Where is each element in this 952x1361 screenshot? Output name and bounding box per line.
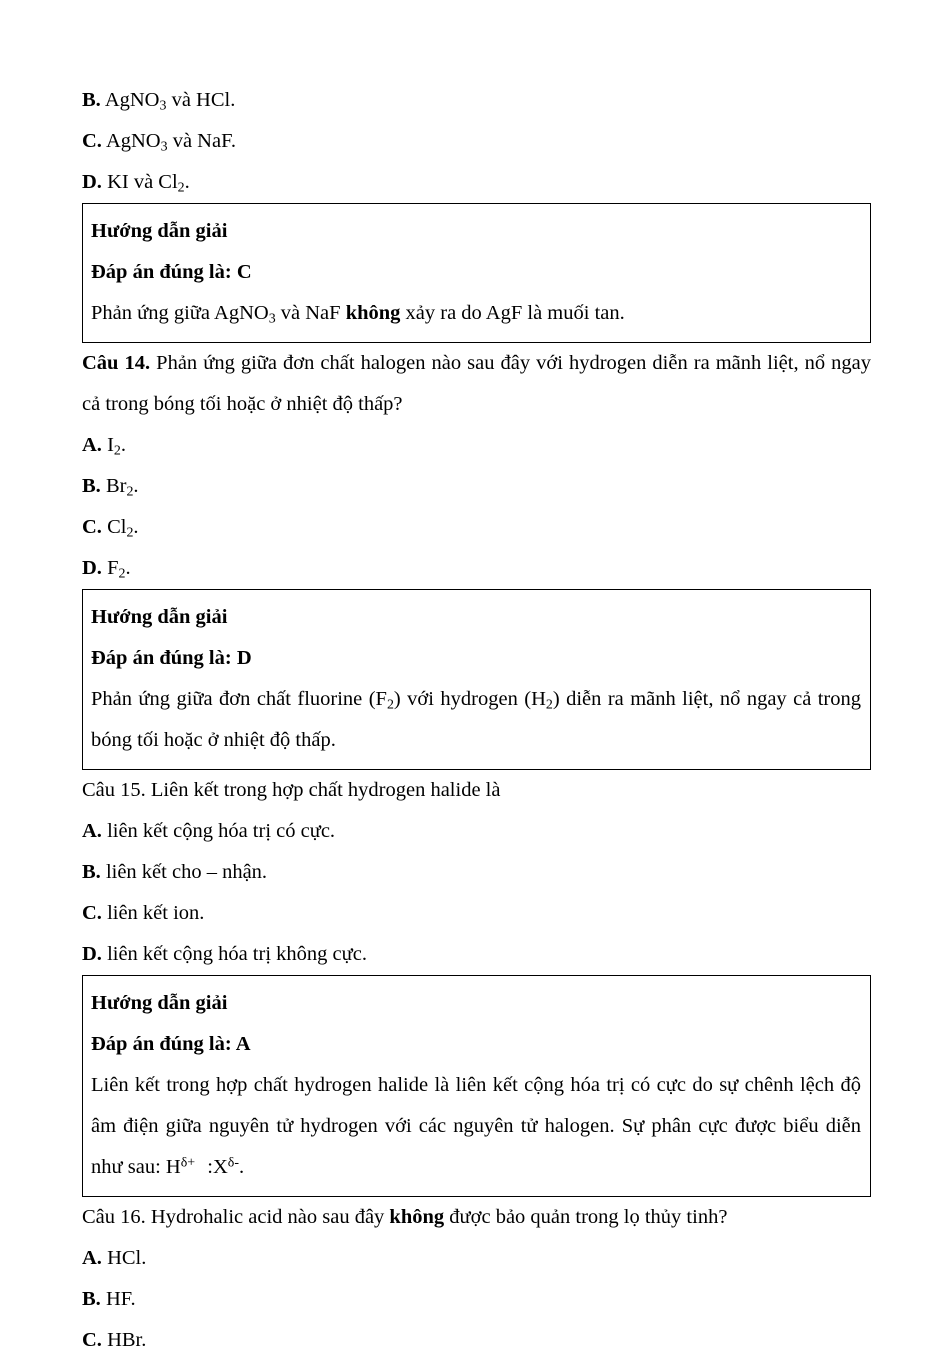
option-label: D. — [82, 557, 102, 579]
subscript: 3 — [159, 98, 167, 114]
option-text: liên kết ion. — [107, 902, 205, 924]
option-item — [82, 548, 871, 589]
question-14 — [82, 343, 871, 425]
option-text: liên kết cộng hóa trị có cực. — [107, 820, 336, 842]
option-text-tail: và NaF. — [167, 130, 236, 152]
option-text: F — [107, 557, 119, 579]
option-label: A. — [82, 820, 102, 842]
question-number: Câu 14. — [82, 352, 151, 374]
question-text: Hydrohalic acid nào sau đây — [150, 1206, 390, 1228]
option-item — [82, 121, 871, 162]
option-text: KI và Cl — [107, 171, 178, 193]
subscript: 3 — [160, 139, 168, 155]
subscript: 2 — [113, 443, 121, 459]
solution-heading: Hướng dẫn giải — [91, 220, 228, 242]
question-text-tail: được bảo quản trong lọ thủy tinh? — [444, 1206, 728, 1228]
option-text: Cl — [107, 516, 127, 538]
option-text: HBr. — [107, 1329, 147, 1351]
explanation-part: Phản ứng giữa AgNO — [91, 302, 269, 324]
option-item — [82, 80, 871, 121]
option-item — [82, 162, 871, 203]
option-text: AgNO — [104, 89, 160, 111]
emphasis-khong: không — [345, 302, 401, 324]
option-label: D. — [82, 943, 102, 965]
option-text: liên kết cộng hóa trị không cực. — [107, 943, 367, 965]
option-text-tail: . — [133, 516, 139, 538]
option-text-tail: và HCl. — [166, 89, 236, 111]
question-number: Câu 15. — [82, 779, 146, 801]
explanation-part: Liên kết trong hợp chất hydrogen halide là liên kết cộng hóa trị có cực do sự chênh lệch độ âm điện giữa nguyên tử hydrogen với các nguyên tử halogen. Sự phân cực được biểu diễn như sau: H — [91, 1074, 861, 1178]
explanation-part: Phản ứng giữa đơn chất fluorine (F — [91, 688, 387, 710]
explanation-part: ) diễn ra mãnh liệt, nổ ngay cả trong bóng tối hoặc ở nhiệt độ thấp. — [91, 688, 862, 751]
question-15 — [82, 770, 871, 811]
option-item — [82, 811, 871, 852]
option-item — [82, 1320, 871, 1361]
option-text: AgNO — [105, 130, 161, 152]
option-text: liên kết cho – nhận. — [105, 861, 268, 883]
explanation-part: xảy ra do AgF là muối tan. — [400, 302, 625, 324]
option-label: B. — [82, 1288, 101, 1310]
option-label: A. — [82, 434, 102, 456]
option-item — [82, 425, 871, 466]
solution-explanation — [91, 679, 861, 761]
subscript: 2 — [126, 525, 134, 541]
subscript: 2 — [126, 484, 134, 500]
option-item — [82, 893, 871, 934]
option-text-tail: . — [184, 171, 190, 193]
explanation-part: . — [238, 1156, 245, 1178]
subscript: 3 — [268, 311, 276, 327]
solution-box-15 — [82, 975, 871, 1197]
question-text: Phản ứng giữa đơn chất halogen nào sau đây với hydrogen diễn ra mãnh liệt, nổ ngay cả trong bóng tối hoặc ở nhiệt độ thấp? — [82, 352, 872, 415]
option-text-tail: . — [133, 475, 139, 497]
superscript-delta-plus: δ+ — [180, 1155, 196, 1171]
option-label: D. — [82, 171, 102, 193]
option-item — [82, 934, 871, 975]
option-item — [82, 852, 871, 893]
option-label: C. — [82, 902, 102, 924]
option-text-tail: . — [120, 434, 126, 456]
option-label: C. — [82, 516, 102, 538]
superscript-delta-minus: δ- — [227, 1155, 239, 1171]
correct-answer-line: Đáp án đúng là: A — [91, 1033, 251, 1055]
solution-box-14 — [82, 589, 871, 770]
subscript: 2 — [118, 566, 126, 582]
option-item — [82, 507, 871, 548]
solution-box-13 — [82, 203, 871, 343]
correct-answer-line: Đáp án đúng là: C — [91, 261, 252, 283]
solution-heading: Hướng dẫn giải — [91, 992, 228, 1014]
option-label: C. — [82, 1329, 102, 1351]
emphasis-khong: không — [389, 1206, 445, 1228]
option-label: A. — [82, 1247, 102, 1269]
solution-explanation — [91, 293, 861, 334]
option-item — [82, 1238, 871, 1279]
correct-answer-line: Đáp án đúng là: D — [91, 647, 252, 669]
option-text: Br — [105, 475, 127, 497]
question-16 — [82, 1197, 871, 1238]
solution-explanation — [91, 1065, 861, 1188]
option-label: C. — [82, 130, 102, 152]
option-label: B. — [82, 475, 101, 497]
option-item — [82, 466, 871, 507]
option-text: HCl. — [107, 1247, 147, 1269]
question-number: Câu 16. — [82, 1206, 146, 1228]
subscript: 2 — [386, 697, 394, 713]
option-text-tail: . — [125, 557, 131, 579]
option-text: HF. — [105, 1288, 136, 1310]
subscript: 2 — [545, 697, 553, 713]
option-label: B. — [82, 89, 101, 111]
subscript: 2 — [177, 180, 185, 196]
explanation-part: :X — [202, 1156, 228, 1178]
question-text: Liên kết trong hợp chất hydrogen halide là — [150, 779, 501, 801]
solution-heading: Hướng dẫn giải — [91, 606, 228, 628]
explanation-part: và NaF — [275, 302, 346, 324]
option-text: I — [107, 434, 114, 456]
option-label: B. — [82, 861, 101, 883]
option-item — [82, 1279, 871, 1320]
explanation-part: ) với hydrogen (H — [393, 688, 546, 710]
